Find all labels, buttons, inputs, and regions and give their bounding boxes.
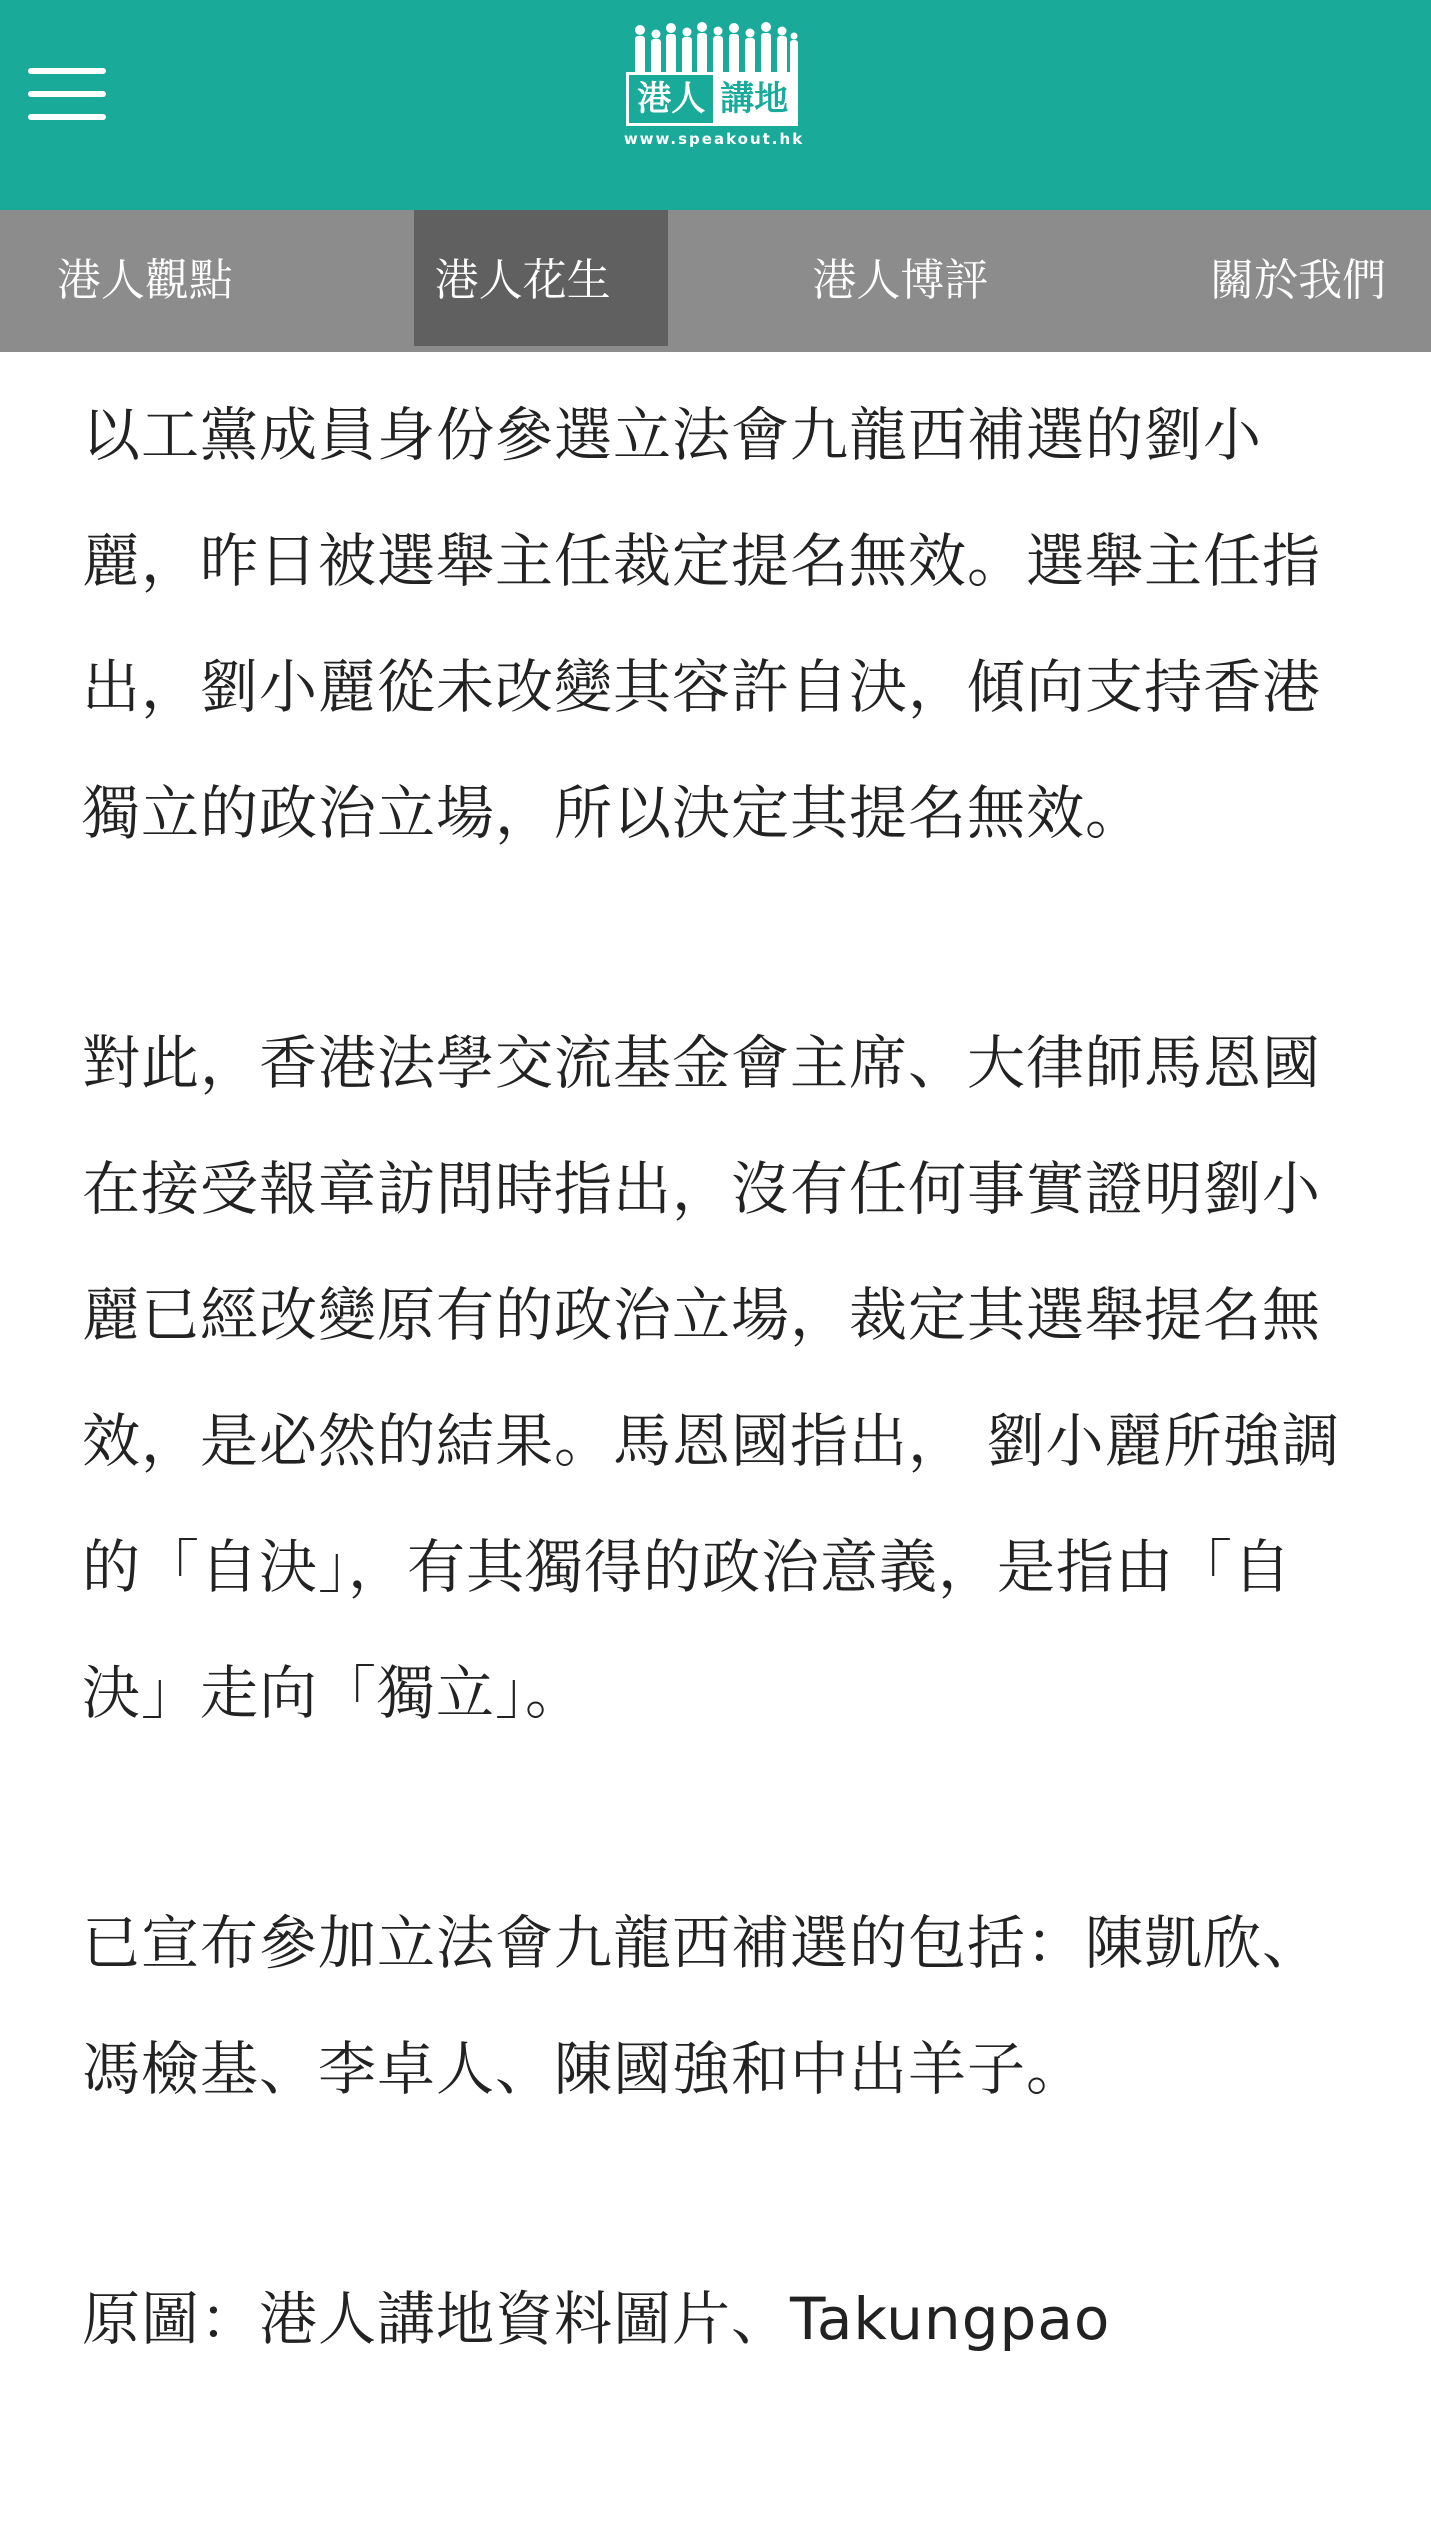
logo-url: www.speakout.hk [623, 130, 805, 148]
article-paragraph: 已宣布參加立法會九龍西補選的包括：陳凱欣、馮檢基、李卓人、陳國強和中出羊子。 [82, 1909, 1322, 2103]
nav-item-peanuts[interactable] [358, 210, 716, 352]
nav-item-label: 港人博評 [812, 255, 989, 306]
nav-item-label: 關於我們 [1210, 255, 1387, 306]
nav-item-about[interactable] [1073, 210, 1431, 352]
logo-text-left: 港人 [637, 79, 706, 119]
image-credit: 原圖：港人講地資料圖片、Takungpao [82, 2285, 1111, 2353]
category-nav [0, 210, 1431, 352]
article-paragraph: 以工黨成員身份參選立法會九龍西補選的劉小麗，昨日被選舉主任裁定提名無效。選舉主任指出，劉小麗從未改變其容許自決，傾向支持香港獨立的政治立場，所以決定其提名無效。 [82, 401, 1322, 847]
nav-item-views[interactable] [0, 210, 358, 352]
logo-text-right: 講地 [713, 75, 795, 123]
article-body [82, 372, 1342, 2382]
site-logo[interactable] [622, 22, 806, 152]
site-header [0, 0, 1431, 210]
hamburger-menu-icon[interactable] [28, 68, 106, 120]
people-silhouette-icon [630, 22, 798, 74]
logo-wordmark [626, 72, 798, 126]
nav-item-label: 港人觀點 [56, 255, 233, 306]
nav-item-blog[interactable] [716, 210, 1074, 352]
article-paragraph: 對此，香港法學交流基金會主席、大律師馬恩國在接受報章訪問時指出，沒有任何事實證明劉小麗已經改變原有的政治立場，裁定其選舉提名無效，是必然的結果。馬恩國指出， 劉小麗所強調的「自決」，有其獨得的政治意義，是指由「自決」走向「獨立」。 [82, 1029, 1341, 1727]
nav-item-label: 港人花生 [434, 255, 611, 306]
